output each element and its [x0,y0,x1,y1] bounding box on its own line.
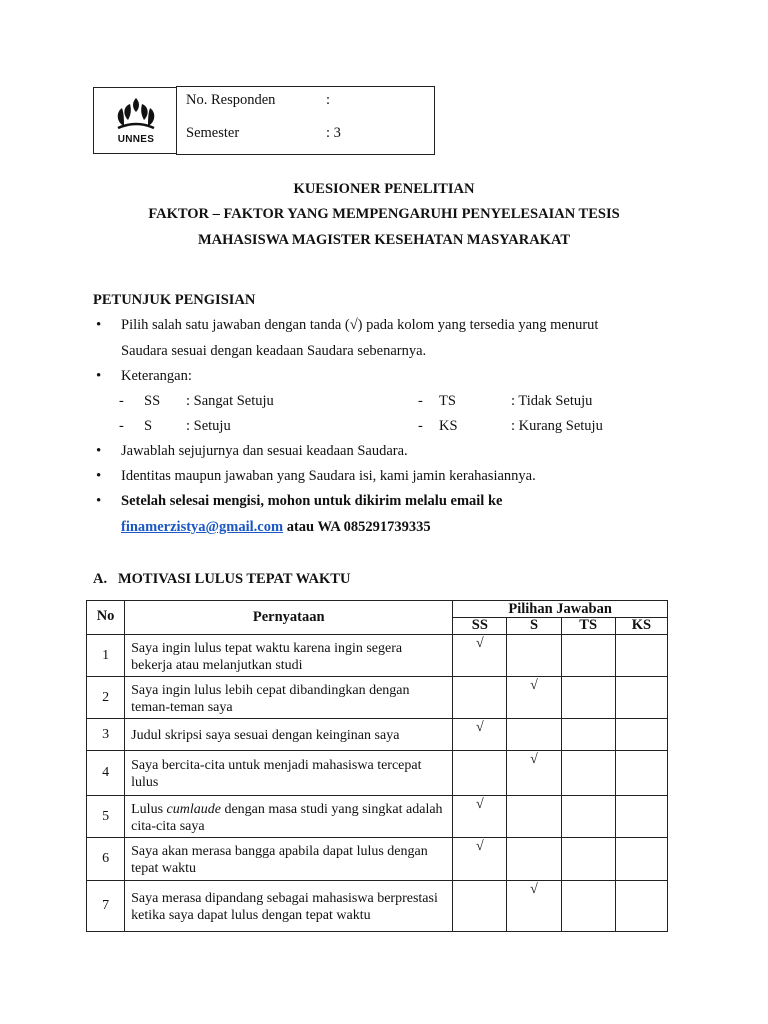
row-number: 4 [87,751,125,796]
legend-desc-ks: : Kurang Setuju [511,418,603,434]
answer-cell-ts[interactable] [561,881,615,932]
respondent-row [186,92,330,109]
check-mark-icon: √ [530,678,538,693]
answer-cell-ss[interactable] [453,719,507,751]
answer-cell-ks[interactable] [615,838,667,881]
instruction-1-line-2: Saudara sesuai dengan keadaan Saudara sebenarnya. [121,343,427,359]
answer-cell-ts[interactable] [561,838,615,881]
answer-cell-ts[interactable] [561,751,615,796]
col-header-ks: KS [615,618,667,635]
table-header-row [87,601,668,618]
row-number: 6 [87,838,125,881]
answer-cell-s[interactable] [507,796,561,838]
table-row [87,796,668,838]
bullet-icon: • [96,468,102,484]
bullet-icon: • [96,443,102,459]
legend-code-ts: TS [439,393,456,409]
row-statement: Saya akan merasa bangga apabila dapat lulus dengan tepat waktu [125,838,453,881]
check-mark-icon: √ [475,797,484,812]
answer-cell-s[interactable] [507,635,561,677]
row-statement: Saya ingin lulus lebih cepat dibandingkan dengan teman-teman saya [125,677,453,719]
legend-code-s: S [144,418,153,434]
check-mark-icon: √ [475,636,484,651]
answer-cell-ts[interactable] [561,796,615,838]
row-number: 3 [87,719,125,751]
title-line-3: MAHASISWA MAGISTER KESEHATAN MASYARAKAT [197,232,571,248]
legend-desc-s: : Setuju [186,418,231,434]
instruction-2: Keterangan: [121,368,192,384]
col-header-s: S [507,618,561,635]
instruction-5-line-1: Setelah selesai mengisi, mohon untuk dikirim melalu email ke [121,493,503,509]
answer-cell-ss[interactable] [453,751,507,796]
instructions-heading: PETUNJUK PENGISIAN [93,292,256,308]
title-line-2: FAKTOR – FAKTOR YANG MEMPENGARUHI PENYELESAIAN TESIS [148,206,620,222]
legend-code-ks: KS [439,418,458,434]
statement-text: Lulus [131,801,167,817]
answer-cell-ss[interactable] [453,881,507,932]
table-row [87,677,668,719]
col-header-ss: SS [453,618,507,635]
row-statement: Saya bercita-cita untuk menjadi mahasiswa tercepat lulus [125,751,453,796]
row-number: 2 [87,677,125,719]
email-link[interactable]: finamerzistya@gmail.com [121,519,284,535]
legend-dash: - [119,418,124,434]
table-row [87,838,668,881]
check-mark-icon: √ [475,720,484,735]
check-mark-icon: √ [530,752,538,767]
answer-cell-ss[interactable] [453,838,507,881]
unnes-emblem-icon [108,94,164,134]
table-row [87,635,668,677]
answer-cell-s[interactable] [507,677,561,719]
row-number: 5 [87,796,125,838]
check-mark-icon: √ [530,882,538,897]
bullet-icon: • [96,493,102,509]
legend-dash: - [119,393,124,409]
answer-cell-s[interactable] [507,881,561,932]
answer-cell-ks[interactable] [615,881,667,932]
respondent-value[interactable]: : [326,92,331,108]
col-header-no: No [87,601,125,635]
answer-cell-ts[interactable] [561,635,615,677]
answer-cell-ss[interactable] [453,796,507,838]
logo-text: UNNES [117,134,155,145]
statement-text: dengan masa studi yang singkat adalah cita-cita saya [131,801,443,834]
answer-cell-s[interactable] [507,751,561,796]
answer-cell-ks[interactable] [615,751,667,796]
row-number: 7 [87,881,125,932]
table-row [87,881,668,932]
respondent-label: No. Responden [186,92,276,108]
semester-row [186,125,341,142]
row-statement [125,796,453,838]
section-a-heading: A. MOTIVASI LULUS TEPAT WAKTU [93,571,351,587]
legend-dash: - [418,418,423,434]
statement-italic: cumlaude [166,801,221,817]
answer-cell-ks[interactable] [615,719,667,751]
answer-cell-ks[interactable] [615,796,667,838]
legend-code-ss: SS [144,393,161,409]
bullet-icon: • [96,368,102,384]
instruction-4: Identitas maupun jawaban yang Saudara isi, kami jamin kerahasiannya. [121,468,536,484]
bullet-icon: • [96,317,102,333]
row-statement: Saya ingin lulus tepat waktu karena ingin segera bekerja atau melanjutkan studi [125,635,453,677]
col-header-statement: Pernyataan [125,601,453,635]
answer-cell-ts[interactable] [561,719,615,751]
title-line-1: KUESIONER PENELITIAN [293,181,475,197]
university-logo [93,87,177,154]
answer-cell-ts[interactable] [561,677,615,719]
semester-label: Semester [186,125,240,141]
legend-dash: - [418,393,423,409]
instruction-5-line-2 [121,519,431,536]
questionnaire-table [86,600,668,932]
table-row [87,751,668,796]
col-header-choice: Pilihan Jawaban [453,601,668,618]
row-number: 1 [87,635,125,677]
answer-cell-s[interactable] [507,719,561,751]
respondent-box [176,86,435,155]
instruction-3: Jawablah sejujurnya dan sesuai keadaan Saudara. [121,443,408,459]
answer-cell-ks[interactable] [615,677,667,719]
instruction-1-line-1: Pilih salah satu jawaban dengan tanda (√) pada kolom yang tersedia yang menurut [121,317,599,333]
row-statement: Saya merasa dipandang sebagai mahasiswa berprestasi ketika saya dapat lulus dengan tepat waktu [125,881,453,932]
table-row [87,719,668,751]
semester-value[interactable]: : 3 [326,125,341,141]
legend-desc-ts: : Tidak Setuju [511,393,593,409]
row-statement: Judul skripsi saya sesuai dengan keinginan saya [125,719,453,751]
check-mark-icon: √ [475,839,484,854]
answer-cell-s[interactable] [507,838,561,881]
col-header-ts: TS [561,618,615,635]
whatsapp-contact: atau WA 085291739335 [283,519,431,535]
answer-cell-ss[interactable] [453,635,507,677]
answer-cell-ss[interactable] [453,677,507,719]
answer-cell-ks[interactable] [615,635,667,677]
legend-desc-ss: : Sangat Setuju [186,393,274,409]
